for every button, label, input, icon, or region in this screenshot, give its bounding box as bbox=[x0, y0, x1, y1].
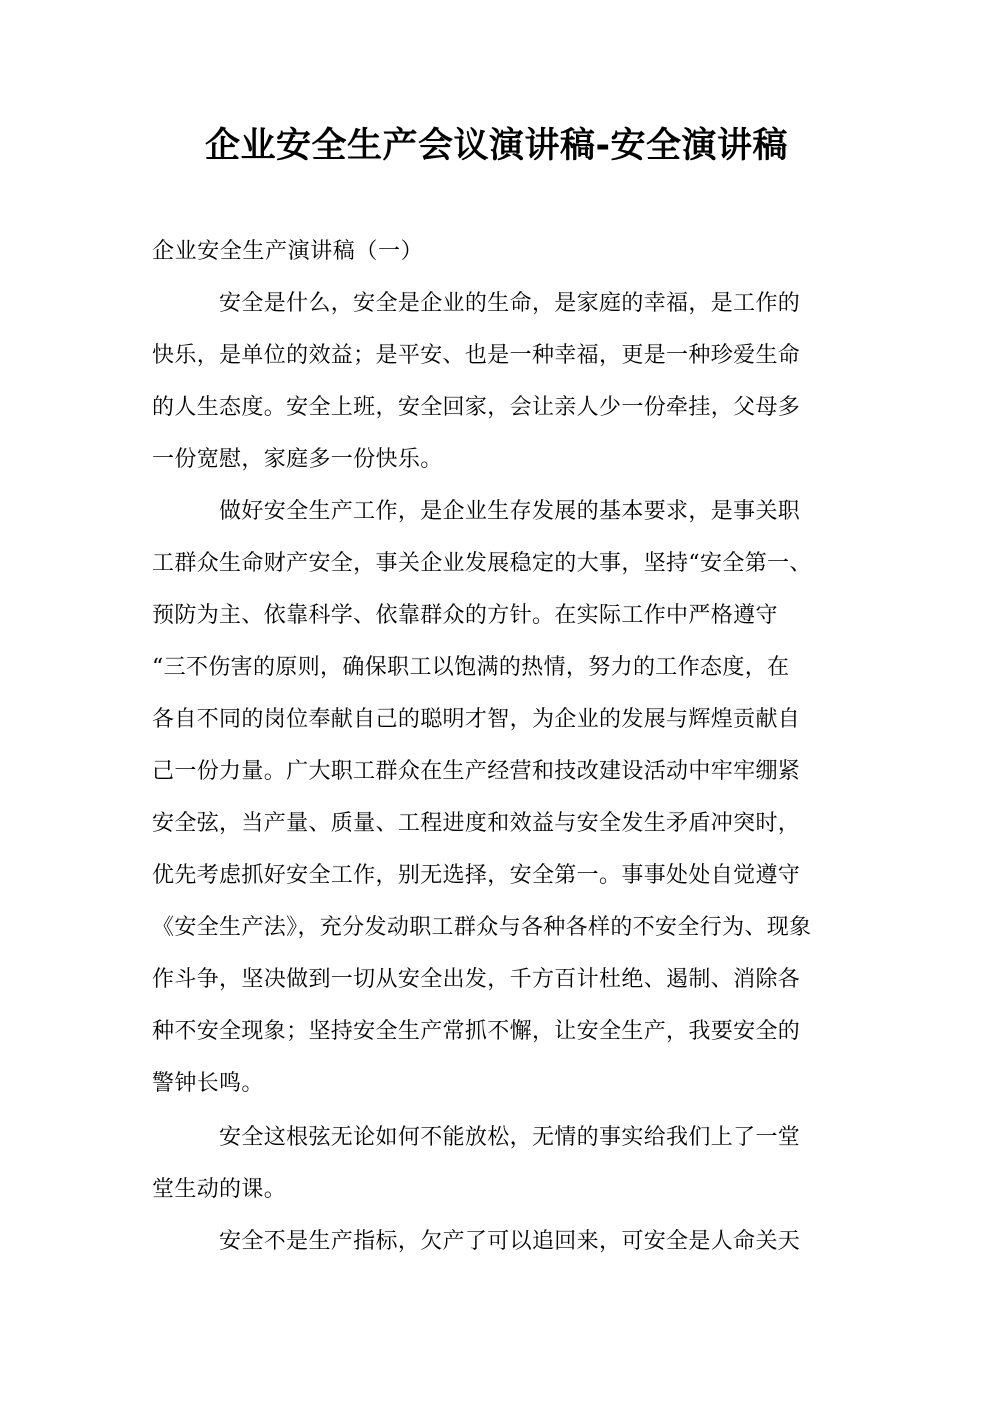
paragraph-line: 安全弦，当产量、质量、工程进度和效益与安全发生矛盾冲突时， bbox=[152, 811, 801, 836]
paragraph-line: 种不安全现象；坚持安全生产常抓不懈，让安全生产，我要安全的 bbox=[152, 1019, 801, 1044]
section-heading: 企业安全生产演讲稿（一） bbox=[152, 239, 424, 264]
document-title: 企业安全生产会议演讲稿-安全演讲稿 bbox=[204, 126, 789, 166]
paragraph-line: 堂生动的课。 bbox=[152, 1177, 287, 1202]
paragraph-line: 各自不同的岗位奉献自己的聪明才智，为企业的发展与辉煌贡献自 bbox=[152, 707, 801, 732]
paragraph-line: 工群众生命财产安全，事关企业发展稳定的大事，坚持“安全第一、 bbox=[152, 551, 812, 576]
paragraph-line: 一份宽慰，家庭多一份快乐。 bbox=[152, 447, 443, 472]
paragraph-line: 的人生态度。安全上班，安全回家，会让亲人少一份牵挂，父母多 bbox=[152, 395, 801, 420]
paragraph-line: 安全是什么，安全是企业的生命，是家庭的幸福，是工作的 bbox=[152, 291, 801, 316]
paragraph-line: 《安全生产法》，充分发动职工群众与各种各样的不安全行为、现象 bbox=[152, 915, 812, 940]
paragraph-line: 作斗争，坚决做到一切从安全出发，千方百计杜绝、遏制、消除各 bbox=[152, 967, 801, 992]
paragraph-line: 优先考虑抓好安全工作，别无选择，安全第一。事事处处自觉遵守 bbox=[152, 863, 801, 888]
paragraph-line: 预防为主、依靠科学、依靠群众的方针。在实际工作中严格遵守 bbox=[152, 603, 778, 628]
paragraph-line: 己一份力量。广大职工群众在生产经营和技改建设活动中牢牢绷紧 bbox=[152, 759, 801, 784]
paragraph-line: “三不伤害的原则，确保职工以饱满的热情，努力的工作态度，在 bbox=[152, 655, 790, 680]
paragraph-line: 快乐，是单位的效益；是平安、也是一种幸福，更是一种珍爱生命 bbox=[152, 343, 801, 368]
paragraph-line: 安全不是生产指标，欠产了可以追回来，可安全是人命关天 bbox=[152, 1229, 801, 1254]
paragraph-line: 做好安全生产工作，是企业生存发展的基本要求，是事关职 bbox=[152, 499, 801, 524]
paragraph-line: 安全这根弦无论如何不能放松，无情的事实给我们上了一堂 bbox=[152, 1125, 801, 1150]
paragraph-line: 警钟长鸣。 bbox=[152, 1071, 264, 1096]
